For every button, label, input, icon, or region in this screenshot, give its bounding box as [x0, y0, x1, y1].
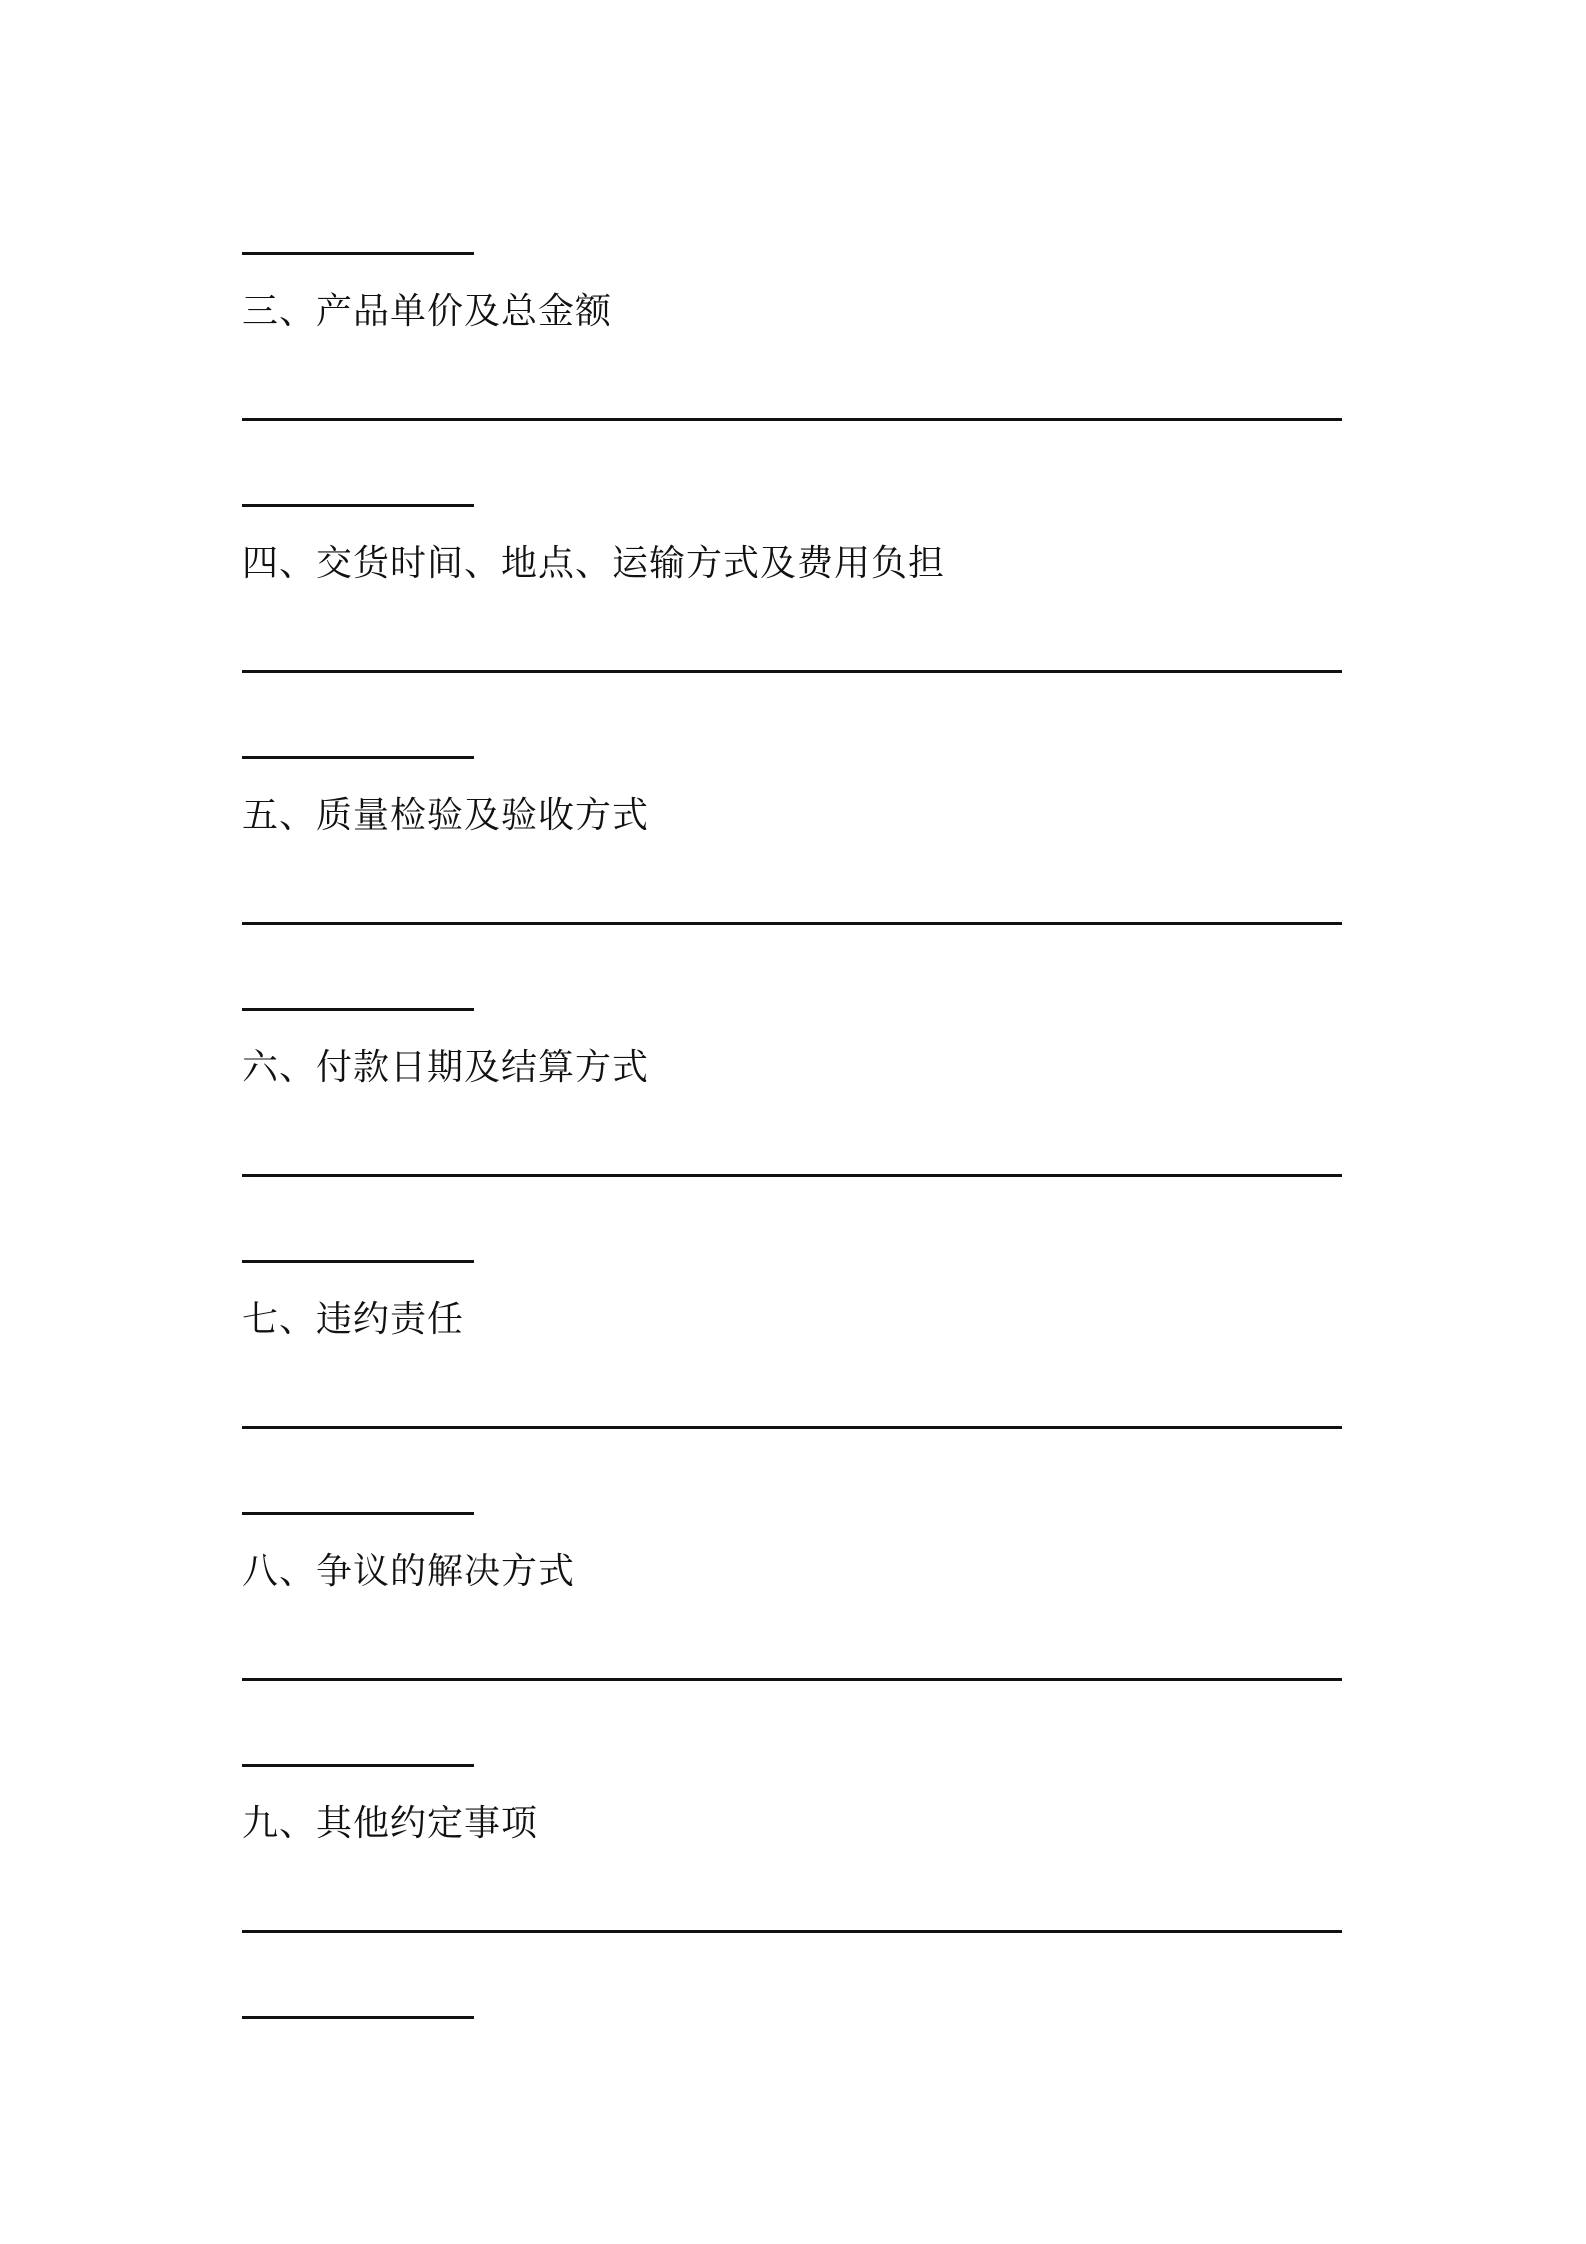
- fill-in-line-long: [242, 1678, 1342, 1681]
- fill-in-line-short: [242, 1008, 474, 1011]
- fill-in-line-short: [242, 1512, 474, 1515]
- section-heading-inspection: 五、质量检验及验收方式: [242, 795, 650, 836]
- section-heading-price: 三、产品单价及总金额: [242, 291, 613, 332]
- fill-in-line-long: [242, 1930, 1342, 1933]
- section-heading-dispute: 八、争议的解决方式: [242, 1551, 576, 1592]
- fill-in-line-short: [242, 1260, 474, 1263]
- fill-in-line-short: [242, 504, 474, 507]
- section-heading-delivery: 四、交货时间、地点、运输方式及费用负担: [242, 543, 946, 584]
- section-heading-other: 九、其他约定事项: [242, 1803, 539, 1844]
- fill-in-line-long: [242, 1174, 1342, 1177]
- fill-in-line-long: [242, 418, 1342, 421]
- section-heading-payment: 六、付款日期及结算方式: [242, 1047, 650, 1088]
- section-heading-liability: 七、违约责任: [242, 1299, 465, 1340]
- fill-in-line-long: [242, 1426, 1342, 1429]
- fill-in-line-short: [242, 1764, 474, 1767]
- fill-in-line-long: [242, 670, 1342, 673]
- fill-in-line-short: [242, 252, 474, 255]
- fill-in-line-short: [242, 2016, 474, 2019]
- fill-in-line-long: [242, 922, 1342, 925]
- fill-in-line-short: [242, 756, 474, 759]
